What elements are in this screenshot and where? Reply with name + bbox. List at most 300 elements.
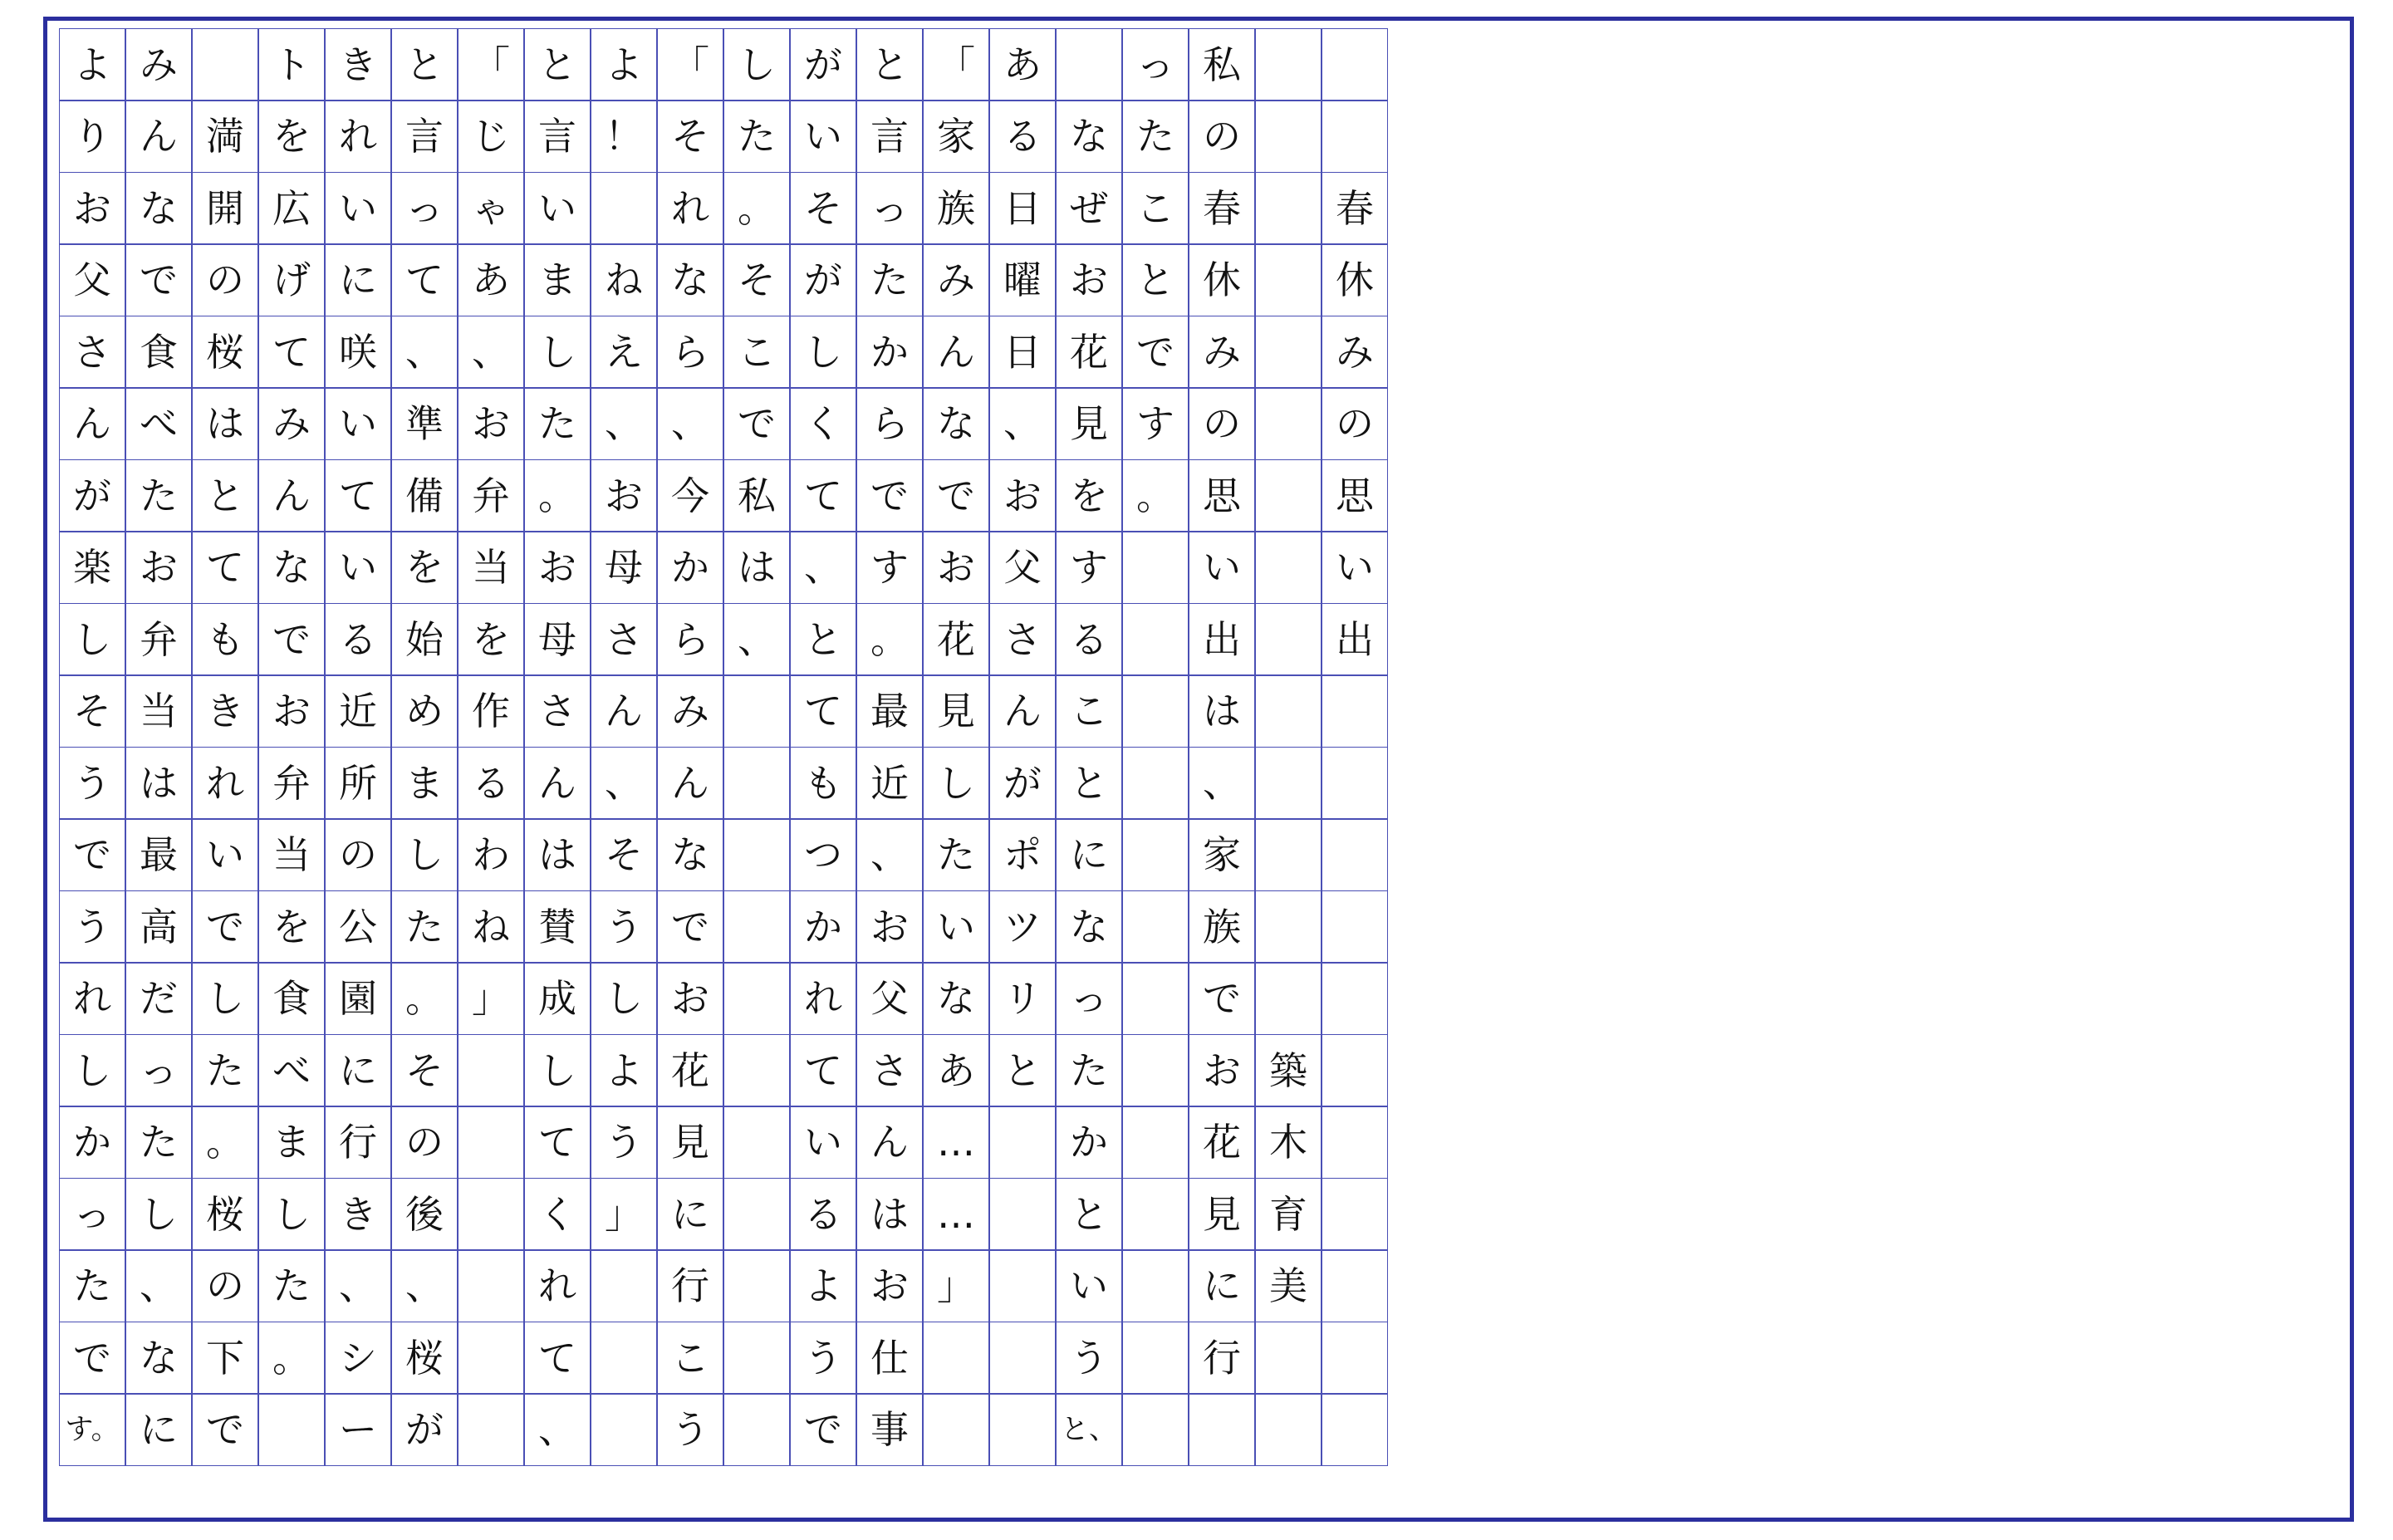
- manuscript-cell: 食: [125, 316, 192, 389]
- manuscript-cell: な: [258, 531, 325, 604]
- manuscript-cell: 当: [258, 818, 325, 891]
- manuscript-column: [923, 29, 989, 1466]
- manuscript-sheet: [43, 17, 2354, 1522]
- manuscript-cell: 言: [391, 100, 458, 173]
- manuscript-cell: 桜: [192, 1178, 258, 1251]
- manuscript-cell: 当: [125, 674, 192, 748]
- manuscript-cell: は: [125, 747, 192, 820]
- manuscript-cell: [723, 747, 790, 820]
- manuscript-cell: 。: [856, 603, 923, 676]
- manuscript-cell: て: [325, 459, 391, 532]
- manuscript-cell: て: [524, 1322, 591, 1395]
- manuscript-cell: [1255, 1322, 1322, 1395]
- manuscript-cell: ぜ: [1056, 172, 1122, 245]
- manuscript-cell: 私: [1189, 28, 1255, 101]
- manuscript-cell: て: [258, 316, 325, 389]
- manuscript-cell: い: [325, 531, 391, 604]
- manuscript-cell: [1322, 1322, 1388, 1395]
- manuscript-cell: か: [59, 1106, 125, 1179]
- manuscript-cell: こ: [657, 1322, 723, 1395]
- manuscript-cell: で: [723, 387, 790, 460]
- manuscript-cell: 、: [524, 1393, 591, 1466]
- manuscript-cell: と: [1122, 243, 1189, 316]
- manuscript-cell: と: [391, 28, 458, 101]
- manuscript-column: [1122, 29, 1189, 1466]
- manuscript-cell: こ: [1056, 674, 1122, 748]
- manuscript-cell: [458, 1034, 524, 1107]
- manuscript-cell: [723, 1178, 790, 1251]
- manuscript-cell: す: [1056, 531, 1122, 604]
- manuscript-cell: 曜: [989, 243, 1056, 316]
- manuscript-cell: い: [923, 890, 989, 964]
- manuscript-column: [856, 29, 923, 1466]
- manuscript-cell: 花: [1189, 1106, 1255, 1179]
- manuscript-cell: れ: [192, 747, 258, 820]
- manuscript-cell: っ: [1122, 28, 1189, 101]
- manuscript-cell: 弁: [458, 459, 524, 532]
- manuscript-cell: そ: [657, 100, 723, 173]
- manuscript-cell: を: [258, 100, 325, 173]
- manuscript-column: [1189, 29, 1255, 1466]
- manuscript-cell: 」: [923, 1249, 989, 1322]
- manuscript-cell: み: [657, 674, 723, 748]
- manuscript-cell: い: [192, 818, 258, 891]
- manuscript-cell: と: [790, 603, 856, 676]
- manuscript-cell: [1122, 1322, 1189, 1395]
- manuscript-cell: た: [1056, 1034, 1122, 1107]
- manuscript-cell: [1255, 387, 1322, 460]
- manuscript-cell: な: [923, 387, 989, 460]
- manuscript-cell: …: [923, 1178, 989, 1251]
- manuscript-cell: て: [391, 243, 458, 316]
- manuscript-cell: [192, 28, 258, 101]
- manuscript-cell: [1255, 818, 1322, 891]
- manuscript-cell: 日: [989, 172, 1056, 245]
- manuscript-cell: [591, 1249, 657, 1322]
- manuscript-cell: く: [524, 1178, 591, 1251]
- manuscript-cell: が: [989, 747, 1056, 820]
- manuscript-cell: 。: [258, 1322, 325, 1395]
- manuscript-column: [790, 29, 856, 1466]
- manuscript-cell: [1122, 747, 1189, 820]
- manuscript-cell: し: [591, 962, 657, 1035]
- manuscript-cell: か: [856, 316, 923, 389]
- manuscript-cell: き: [325, 28, 391, 101]
- manuscript-cell: た: [192, 1034, 258, 1107]
- manuscript-cell: 行: [657, 1249, 723, 1322]
- manuscript-cell: [1122, 674, 1189, 748]
- manuscript-cell: さ: [856, 1034, 923, 1107]
- manuscript-cell: な: [125, 1322, 192, 1395]
- manuscript-cell: う: [790, 1322, 856, 1395]
- manuscript-cell: [258, 1393, 325, 1466]
- manuscript-cell: [723, 962, 790, 1035]
- manuscript-cell: っ: [856, 172, 923, 245]
- manuscript-cell: [458, 1322, 524, 1395]
- manuscript-cell: ん: [591, 674, 657, 748]
- manuscript-cell: 族: [923, 172, 989, 245]
- manuscript-cell: と: [989, 1034, 1056, 1107]
- manuscript-cell: [989, 1178, 1056, 1251]
- manuscript-cell: る: [458, 747, 524, 820]
- manuscript-cell: な: [657, 818, 723, 891]
- manuscript-cell: 成: [524, 962, 591, 1035]
- manuscript-cell: [1322, 890, 1388, 964]
- manuscript-cell: お: [59, 172, 125, 245]
- manuscript-cell: る: [989, 100, 1056, 173]
- manuscript-cell: を: [1056, 459, 1122, 532]
- manuscript-cell: み: [258, 387, 325, 460]
- manuscript-cell: み: [1189, 316, 1255, 389]
- manuscript-cell: 、: [790, 531, 856, 604]
- manuscript-cell: 。: [192, 1106, 258, 1179]
- manuscript-cell: よ: [591, 28, 657, 101]
- manuscript-cell: [591, 1322, 657, 1395]
- manuscript-cell: で: [856, 459, 923, 532]
- manuscript-cell: 休: [1189, 243, 1255, 316]
- manuscript-cell: [723, 1034, 790, 1107]
- manuscript-cell: ツ: [989, 890, 1056, 964]
- manuscript-cell: を: [391, 531, 458, 604]
- manuscript-cell: 、: [1189, 747, 1255, 820]
- manuscript-cell: う: [591, 1106, 657, 1179]
- manuscript-cell: た: [125, 459, 192, 532]
- manuscript-cell: と、: [1056, 1393, 1122, 1466]
- manuscript-cell: 、: [391, 1249, 458, 1322]
- manuscript-cell: っ: [59, 1178, 125, 1251]
- manuscript-cell: 。: [524, 459, 591, 532]
- manuscript-cell: [989, 1322, 1056, 1395]
- manuscript-cell: 見: [1056, 387, 1122, 460]
- manuscript-cell: [1255, 100, 1322, 173]
- manuscript-cell: き: [325, 1178, 391, 1251]
- manuscript-cell: [591, 172, 657, 245]
- manuscript-cell: 咲: [325, 316, 391, 389]
- manuscript-cell: し: [125, 1178, 192, 1251]
- manuscript-cell: の: [391, 1106, 458, 1179]
- manuscript-cell: ん: [657, 747, 723, 820]
- manuscript-cell: れ: [524, 1249, 591, 1322]
- manuscript-cell: [591, 1393, 657, 1466]
- manuscript-cell: 。: [391, 962, 458, 1035]
- manuscript-column: [192, 29, 258, 1466]
- manuscript-cell: ん: [989, 674, 1056, 748]
- manuscript-cell: [1322, 28, 1388, 101]
- manuscript-cell: 食: [258, 962, 325, 1035]
- manuscript-cell: と: [192, 459, 258, 532]
- manuscript-cell: [1122, 1249, 1189, 1322]
- manuscript-cell: 家: [923, 100, 989, 173]
- manuscript-cell: [723, 674, 790, 748]
- manuscript-cell: 弁: [125, 603, 192, 676]
- manuscript-cell: ら: [657, 316, 723, 389]
- manuscript-cell: 開: [192, 172, 258, 245]
- manuscript-cell: [1255, 28, 1322, 101]
- manuscript-cell: [1255, 890, 1322, 964]
- manuscript-cell: と: [856, 28, 923, 101]
- manuscript-cell: 出: [1322, 603, 1388, 676]
- manuscript-cell: 家: [1189, 818, 1255, 891]
- manuscript-cell: に: [125, 1393, 192, 1466]
- manuscript-cell: 、: [657, 387, 723, 460]
- manuscript-cell: 見: [923, 674, 989, 748]
- manuscript-cell: [1122, 1034, 1189, 1107]
- manuscript-cell: [1255, 747, 1322, 820]
- manuscript-cell: お: [856, 1249, 923, 1322]
- manuscript-cell: 花: [1056, 316, 1122, 389]
- manuscript-cell: し: [790, 316, 856, 389]
- manuscript-cell: も: [192, 603, 258, 676]
- manuscript-cell: ら: [657, 603, 723, 676]
- manuscript-cell: 。: [723, 172, 790, 245]
- manuscript-cell: え: [591, 316, 657, 389]
- manuscript-cell: 出: [1189, 603, 1255, 676]
- manuscript-cell: み: [1322, 316, 1388, 389]
- manuscript-cell: 花: [657, 1034, 723, 1107]
- manuscript-cell: お: [258, 674, 325, 748]
- manuscript-cell: し: [258, 1178, 325, 1251]
- manuscript-cell: 」: [458, 962, 524, 1035]
- manuscript-column: [59, 29, 125, 1466]
- manuscript-cell: 最: [856, 674, 923, 748]
- manuscript-cell: さ: [989, 603, 1056, 676]
- manuscript-cell: よ: [591, 1034, 657, 1107]
- manuscript-cell: で: [59, 1322, 125, 1395]
- manuscript-cell: 最: [125, 818, 192, 891]
- manuscript-cell: た: [59, 1249, 125, 1322]
- manuscript-cell: お: [657, 962, 723, 1035]
- manuscript-cell: と: [1056, 747, 1122, 820]
- manuscript-cell: い: [524, 172, 591, 245]
- manuscript-cell: な: [125, 172, 192, 245]
- manuscript-cell: し: [524, 1034, 591, 1107]
- manuscript-cell: た: [258, 1249, 325, 1322]
- manuscript-cell: で: [125, 243, 192, 316]
- manuscript-cell: ま: [258, 1106, 325, 1179]
- manuscript-cell: 築: [1255, 1034, 1322, 1107]
- manuscript-cell: で: [657, 890, 723, 964]
- manuscript-cell: 言: [524, 100, 591, 173]
- manuscript-cell: う: [59, 747, 125, 820]
- manuscript-cell: は: [1189, 674, 1255, 748]
- manuscript-cell: 桜: [391, 1322, 458, 1395]
- manuscript-cell: [1255, 531, 1322, 604]
- manuscript-cell: き: [192, 674, 258, 748]
- manuscript-cell: [1322, 1393, 1388, 1466]
- manuscript-cell: た: [125, 1106, 192, 1179]
- manuscript-cell: の: [192, 243, 258, 316]
- manuscript-cell: べ: [258, 1034, 325, 1107]
- manuscript-cell: 楽: [59, 531, 125, 604]
- manuscript-cell: れ: [325, 100, 391, 173]
- manuscript-cell: し: [192, 962, 258, 1035]
- manuscript-cell: げ: [258, 243, 325, 316]
- manuscript-cell: て: [790, 674, 856, 748]
- manuscript-cell: [1255, 459, 1322, 532]
- manuscript-cell: あ: [989, 28, 1056, 101]
- manuscript-cell: こ: [1122, 172, 1189, 245]
- manuscript-cell: [1322, 962, 1388, 1035]
- manuscript-cell: っ: [125, 1034, 192, 1107]
- manuscript-cell: す: [1122, 387, 1189, 460]
- manuscript-cell: 、: [125, 1249, 192, 1322]
- manuscript-cell: 高: [125, 890, 192, 964]
- manuscript-cell: 休: [1322, 243, 1388, 316]
- manuscript-cell: る: [325, 603, 391, 676]
- manuscript-cell: さ: [591, 603, 657, 676]
- manuscript-cell: た: [1122, 100, 1189, 173]
- manuscript-cell: さ: [524, 674, 591, 748]
- manuscript-cell: し: [723, 28, 790, 101]
- manuscript-cell: [723, 1393, 790, 1466]
- manuscript-cell: い: [790, 100, 856, 173]
- manuscript-cell: [458, 1393, 524, 1466]
- manuscript-cell: 「: [657, 28, 723, 101]
- manuscript-cell: れ: [59, 962, 125, 1035]
- manuscript-column: [125, 29, 192, 1466]
- manuscript-cell: 思: [1322, 459, 1388, 532]
- manuscript-cell: [723, 1106, 790, 1179]
- manuscript-cell: っ: [1056, 962, 1122, 1035]
- manuscript-cell: [1255, 243, 1322, 316]
- manuscript-cell: ん: [258, 459, 325, 532]
- manuscript-cell: [1255, 316, 1322, 389]
- manuscript-cell: よ: [59, 28, 125, 101]
- manuscript-cell: 、: [591, 747, 657, 820]
- manuscript-cell: に: [657, 1178, 723, 1251]
- manuscript-cell: お: [989, 459, 1056, 532]
- manuscript-cell: 今: [657, 459, 723, 532]
- manuscript-cell: [1322, 818, 1388, 891]
- manuscript-cell: シ: [325, 1322, 391, 1395]
- manuscript-cell: る: [1056, 603, 1122, 676]
- manuscript-cell: そ: [391, 1034, 458, 1107]
- manuscript-cell: の: [192, 1249, 258, 1322]
- manuscript-cell: お: [1056, 243, 1122, 316]
- manuscript-cell: そ: [723, 243, 790, 316]
- manuscript-cell: の: [1322, 387, 1388, 460]
- manuscript-cell: 父: [989, 531, 1056, 604]
- manuscript-cell: さ: [59, 316, 125, 389]
- manuscript-cell: …: [923, 1106, 989, 1179]
- manuscript-cell: た: [923, 818, 989, 891]
- manuscript-cell: [1255, 674, 1322, 748]
- manuscript-cell: そ: [59, 674, 125, 748]
- manuscript-cell: ー: [325, 1393, 391, 1466]
- manuscript-cell: は: [856, 1178, 923, 1251]
- manuscript-cell: [458, 1106, 524, 1179]
- manuscript-cell: す。: [59, 1393, 125, 1466]
- manuscript-cell: に: [1056, 818, 1122, 891]
- manuscript-cell: し: [391, 818, 458, 891]
- manuscript-cell: で: [790, 1393, 856, 1466]
- manuscript-cell: い: [1056, 1249, 1122, 1322]
- manuscript-cell: 、: [391, 316, 458, 389]
- manuscript-cell: て: [790, 1034, 856, 1107]
- manuscript-cell: に: [325, 1034, 391, 1107]
- manuscript-column: [325, 29, 391, 1466]
- manuscript-cell: [1255, 1393, 1322, 1466]
- manuscript-cell: が: [790, 243, 856, 316]
- manuscript-cell: わ: [458, 818, 524, 891]
- manuscript-cell: 、: [856, 818, 923, 891]
- manuscript-cell: ん: [856, 1106, 923, 1179]
- manuscript-cell: 、: [591, 387, 657, 460]
- manuscript-cell: [1322, 1106, 1388, 1179]
- manuscript-column: [1255, 29, 1322, 1466]
- manuscript-cell: 。: [1122, 459, 1189, 532]
- manuscript-cell: っ: [391, 172, 458, 245]
- manuscript-cell: ト: [258, 28, 325, 101]
- manuscript-cell: ん: [59, 387, 125, 460]
- manuscript-cell: [1255, 603, 1322, 676]
- manuscript-column: [391, 29, 458, 1466]
- manuscript-column: [1322, 29, 1388, 1466]
- manuscript-cell: 準: [391, 387, 458, 460]
- manuscript-cell: な: [1056, 890, 1122, 964]
- manuscript-cell: 」: [591, 1178, 657, 1251]
- manuscript-cell: 満: [192, 100, 258, 173]
- manuscript-cell: 近: [856, 747, 923, 820]
- manuscript-cell: ら: [856, 387, 923, 460]
- manuscript-cell: で: [59, 818, 125, 891]
- manuscript-cell: 言: [856, 100, 923, 173]
- manuscript-cell: に: [1189, 1249, 1255, 1322]
- manuscript-cell: [1322, 1249, 1388, 1322]
- manuscript-cell: こ: [723, 316, 790, 389]
- manuscript-cell: [1056, 28, 1122, 101]
- manuscript-cell: [723, 890, 790, 964]
- manuscript-cell: な: [657, 243, 723, 316]
- manuscript-cell: う: [59, 890, 125, 964]
- manuscript-cell: [1122, 890, 1189, 964]
- manuscript-cell: は: [723, 531, 790, 604]
- manuscript-cell: 行: [1189, 1322, 1255, 1395]
- manuscript-cell: み: [923, 243, 989, 316]
- manuscript-cell: リ: [989, 962, 1056, 1035]
- manuscript-column: [1056, 29, 1122, 1466]
- manuscript-cell: 父: [856, 962, 923, 1035]
- manuscript-grid: [59, 29, 1388, 1466]
- manuscript-cell: が: [790, 28, 856, 101]
- manuscript-cell: て: [192, 531, 258, 604]
- manuscript-cell: る: [790, 1178, 856, 1251]
- manuscript-cell: [1189, 1393, 1255, 1466]
- manuscript-cell: い: [790, 1106, 856, 1179]
- manuscript-cell: [1255, 172, 1322, 245]
- manuscript-cell: 見: [657, 1106, 723, 1179]
- manuscript-column: [989, 29, 1056, 1466]
- manuscript-cell: [723, 1249, 790, 1322]
- manuscript-column: [723, 29, 790, 1466]
- manuscript-cell: ゃ: [458, 172, 524, 245]
- manuscript-cell: 思: [1189, 459, 1255, 532]
- manuscript-cell: 木: [1255, 1106, 1322, 1179]
- manuscript-cell: そ: [591, 818, 657, 891]
- manuscript-cell: 当: [458, 531, 524, 604]
- manuscript-cell: [1322, 674, 1388, 748]
- manuscript-cell: い: [1322, 531, 1388, 604]
- manuscript-cell: お: [1189, 1034, 1255, 1107]
- manuscript-cell: [1322, 1034, 1388, 1107]
- manuscript-cell: た: [856, 243, 923, 316]
- manuscript-cell: た: [723, 100, 790, 173]
- manuscript-cell: ん: [125, 100, 192, 173]
- manuscript-cell: ポ: [989, 818, 1056, 891]
- manuscript-cell: 近: [325, 674, 391, 748]
- manuscript-cell: の: [325, 818, 391, 891]
- manuscript-cell: ま: [391, 747, 458, 820]
